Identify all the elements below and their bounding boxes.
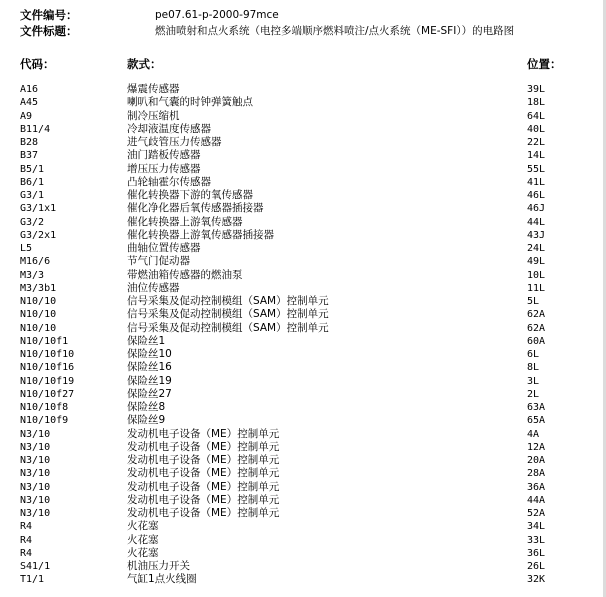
table-row xyxy=(0,83,606,96)
table-row xyxy=(0,534,606,547)
table-row xyxy=(0,295,606,308)
document-title-label: 文件标题： xyxy=(20,24,78,38)
table-row xyxy=(0,96,606,109)
component-code: N10/10f16 xyxy=(20,362,75,374)
table-row xyxy=(0,255,606,268)
component-description: 发动机电子设备（ME）控制单元 xyxy=(127,480,280,493)
component-code: N10/10f1 xyxy=(20,335,69,347)
document-title-value: 燃油喷射和点火系统（电控多端顺序燃料喷注/点火系统（ME-SFI））的电路图 xyxy=(155,25,515,37)
component-description: 发动机电子设备（ME）控制单元 xyxy=(127,467,280,480)
component-position: 62A xyxy=(527,322,546,334)
component-code: N3/10 xyxy=(20,441,51,453)
component-description: 信号采集及促动控制模组（SAM）控制单元 xyxy=(127,308,329,321)
component-position: 44A xyxy=(527,494,546,506)
component-description: 发动机电子设备（ME）控制单元 xyxy=(127,454,280,466)
component-description: 火花塞 xyxy=(127,520,159,533)
table-row xyxy=(0,322,606,335)
table-row xyxy=(0,189,606,202)
component-description: 曲轴位置传感器 xyxy=(127,242,201,254)
component-code: G3/1x1 xyxy=(20,203,57,215)
component-position: 34L xyxy=(527,521,546,533)
table-row xyxy=(0,388,606,401)
component-code: A9 xyxy=(20,110,33,122)
component-code: N3/10 xyxy=(20,468,51,480)
component-code: G3/2x1 xyxy=(20,229,57,241)
component-description: 发动机电子设备（ME）控制单元 xyxy=(127,440,280,453)
table-row xyxy=(0,242,606,255)
component-description: 保险丝10 xyxy=(127,348,172,360)
table-row xyxy=(0,229,606,242)
component-position: 26L xyxy=(527,561,546,572)
component-description: 催化转换器上游氧传感器插接器 xyxy=(127,228,274,241)
component-position: 10L xyxy=(527,269,546,281)
component-code: S41/1 xyxy=(20,561,51,572)
component-table xyxy=(0,83,606,587)
component-code: N3/10 xyxy=(20,481,51,493)
component-description: 信号采集及促动控制模组（SAM）控制单元 xyxy=(127,321,329,334)
document-number-label: 文件编号： xyxy=(20,8,78,22)
table-row xyxy=(0,269,606,282)
component-code: A45 xyxy=(20,97,39,109)
component-position: 2L xyxy=(527,388,540,400)
component-code: N10/10f10 xyxy=(20,349,75,360)
component-code: N10/10f9 xyxy=(20,415,69,427)
table-row xyxy=(0,149,606,162)
table-row xyxy=(0,520,606,533)
component-description: 节气门促动器 xyxy=(127,255,190,268)
component-description: 发动机电子设备（ME）控制单元 xyxy=(127,507,280,519)
table-row xyxy=(0,216,606,229)
component-position: 49L xyxy=(527,256,546,268)
component-code: M3/3b1 xyxy=(20,282,57,294)
component-code: B6/1 xyxy=(20,176,45,188)
table-row xyxy=(0,202,606,215)
table-row xyxy=(0,401,606,414)
component-position: 33L xyxy=(527,534,546,546)
component-code: T1/1 xyxy=(20,574,45,586)
component-code: G3/2 xyxy=(20,216,45,228)
component-position: 39L xyxy=(527,84,546,95)
component-description: 机油压力开关 xyxy=(127,560,190,572)
component-description: 催化转换器下游的氧传感器 xyxy=(127,189,253,201)
table-row xyxy=(0,573,606,586)
component-description: 发动机电子设备（ME）控制单元 xyxy=(127,427,280,440)
table-row xyxy=(0,481,606,494)
component-position: 46L xyxy=(527,190,546,201)
table-row xyxy=(0,454,606,467)
component-code: A16 xyxy=(20,84,39,95)
component-code: B11/4 xyxy=(20,123,51,135)
component-code: N10/10f19 xyxy=(20,375,75,387)
component-position: 28A xyxy=(527,468,546,480)
component-position: 63A xyxy=(527,402,546,413)
component-code: N3/10 xyxy=(20,508,51,519)
component-position: 40L xyxy=(527,123,546,135)
component-code: N3/10 xyxy=(20,455,51,466)
component-description: 凸轮轴霍尔传感器 xyxy=(127,175,211,188)
component-description: 带燃油箱传感器的燃油泵 xyxy=(127,268,243,281)
component-description: 保险丝16 xyxy=(127,361,172,374)
table-row xyxy=(0,123,606,136)
component-code: B37 xyxy=(20,150,39,162)
component-position: 36A xyxy=(527,481,546,493)
component-description: 催化转换器上游氧传感器 xyxy=(127,215,243,228)
table-row xyxy=(0,335,606,348)
component-code: B5/1 xyxy=(20,163,45,175)
code-column-header: 代码： xyxy=(20,57,55,71)
table-row xyxy=(0,308,606,321)
component-position: 65A xyxy=(527,415,546,427)
component-description: 油门踏板传感器 xyxy=(127,149,201,162)
component-position: 36L xyxy=(527,547,546,559)
table-row xyxy=(0,428,606,441)
table-row xyxy=(0,375,606,388)
table-row xyxy=(0,547,606,560)
component-position: 52A xyxy=(527,508,546,519)
component-code: N10/10 xyxy=(20,309,57,321)
component-position: 12A xyxy=(527,441,546,453)
component-description: 发动机电子设备（ME）控制单元 xyxy=(127,493,280,506)
component-description: 保险丝9 xyxy=(127,414,166,427)
table-row xyxy=(0,348,606,361)
component-code: L5 xyxy=(20,243,33,254)
component-position: 4A xyxy=(527,428,540,440)
table-row xyxy=(0,494,606,507)
component-description: 保险丝19 xyxy=(127,374,172,387)
component-description: 喇叭和气囊的时钟弹簧触点 xyxy=(127,96,253,109)
component-description: 保险丝27 xyxy=(127,387,172,400)
component-position: 3L xyxy=(527,375,540,387)
component-description: 保险丝1 xyxy=(127,334,166,347)
component-description: 制冷压缩机 xyxy=(127,109,180,122)
position-column-header: 位置： xyxy=(527,57,562,71)
component-code: R4 xyxy=(20,547,33,559)
component-code: N3/10 xyxy=(20,428,51,440)
component-code: B28 xyxy=(20,137,39,148)
table-row xyxy=(0,560,606,573)
table-row xyxy=(0,467,606,480)
component-description: 火花塞 xyxy=(127,533,159,546)
document-number-value: pe07.61-p-2000-97mce xyxy=(155,9,279,21)
component-description: 爆震传感器 xyxy=(127,83,180,95)
component-code: G3/1 xyxy=(20,190,45,201)
component-code: N10/10f8 xyxy=(20,402,69,413)
component-position: 43J xyxy=(527,229,546,241)
component-position: 5L xyxy=(527,296,540,307)
component-position: 6L xyxy=(527,349,540,360)
component-description: 催化净化器后氧传感器插接器 xyxy=(127,202,264,215)
component-position: 60A xyxy=(527,335,546,347)
component-code: R4 xyxy=(20,521,33,533)
component-position: 8L xyxy=(527,362,540,374)
component-position: 20A xyxy=(527,455,546,466)
table-row xyxy=(0,361,606,374)
component-description: 信号采集及促动控制模组（SAM）控制单元 xyxy=(127,295,329,307)
component-code: M3/3 xyxy=(20,269,45,281)
component-code: N10/10 xyxy=(20,322,57,334)
component-description: 增压压力传感器 xyxy=(127,162,201,175)
component-code: M16/6 xyxy=(20,256,51,268)
table-row xyxy=(0,176,606,189)
table-row xyxy=(0,441,606,454)
component-position: 41L xyxy=(527,176,546,188)
table-row xyxy=(0,110,606,123)
component-position: 44L xyxy=(527,216,546,228)
component-description: 油位传感器 xyxy=(127,281,180,294)
component-description: 保险丝8 xyxy=(127,401,166,413)
description-column-header: 款式： xyxy=(127,57,162,71)
component-position: 14L xyxy=(527,150,546,162)
component-description: 进气歧管压力传感器 xyxy=(127,136,222,148)
component-position: 24L xyxy=(527,243,546,254)
component-position: 32K xyxy=(527,574,546,586)
table-row xyxy=(0,163,606,176)
component-description: 气缸1点火线圈 xyxy=(127,573,197,586)
component-description: 火花塞 xyxy=(127,546,159,559)
table-row xyxy=(0,507,606,520)
table-row xyxy=(0,136,606,149)
table-row xyxy=(0,414,606,427)
component-position: 55L xyxy=(527,163,546,175)
component-code: N10/10 xyxy=(20,296,57,307)
component-description: 冷却液温度传感器 xyxy=(127,122,211,135)
component-position: 11L xyxy=(527,282,546,294)
table-row xyxy=(0,282,606,295)
component-position: 46J xyxy=(527,203,546,215)
component-position: 64L xyxy=(527,110,546,122)
component-position: 62A xyxy=(527,309,546,321)
component-code: N3/10 xyxy=(20,494,51,506)
component-code: R4 xyxy=(20,534,33,546)
component-code: N10/10f27 xyxy=(20,388,75,400)
component-position: 18L xyxy=(527,97,546,109)
component-position: 22L xyxy=(527,137,546,148)
